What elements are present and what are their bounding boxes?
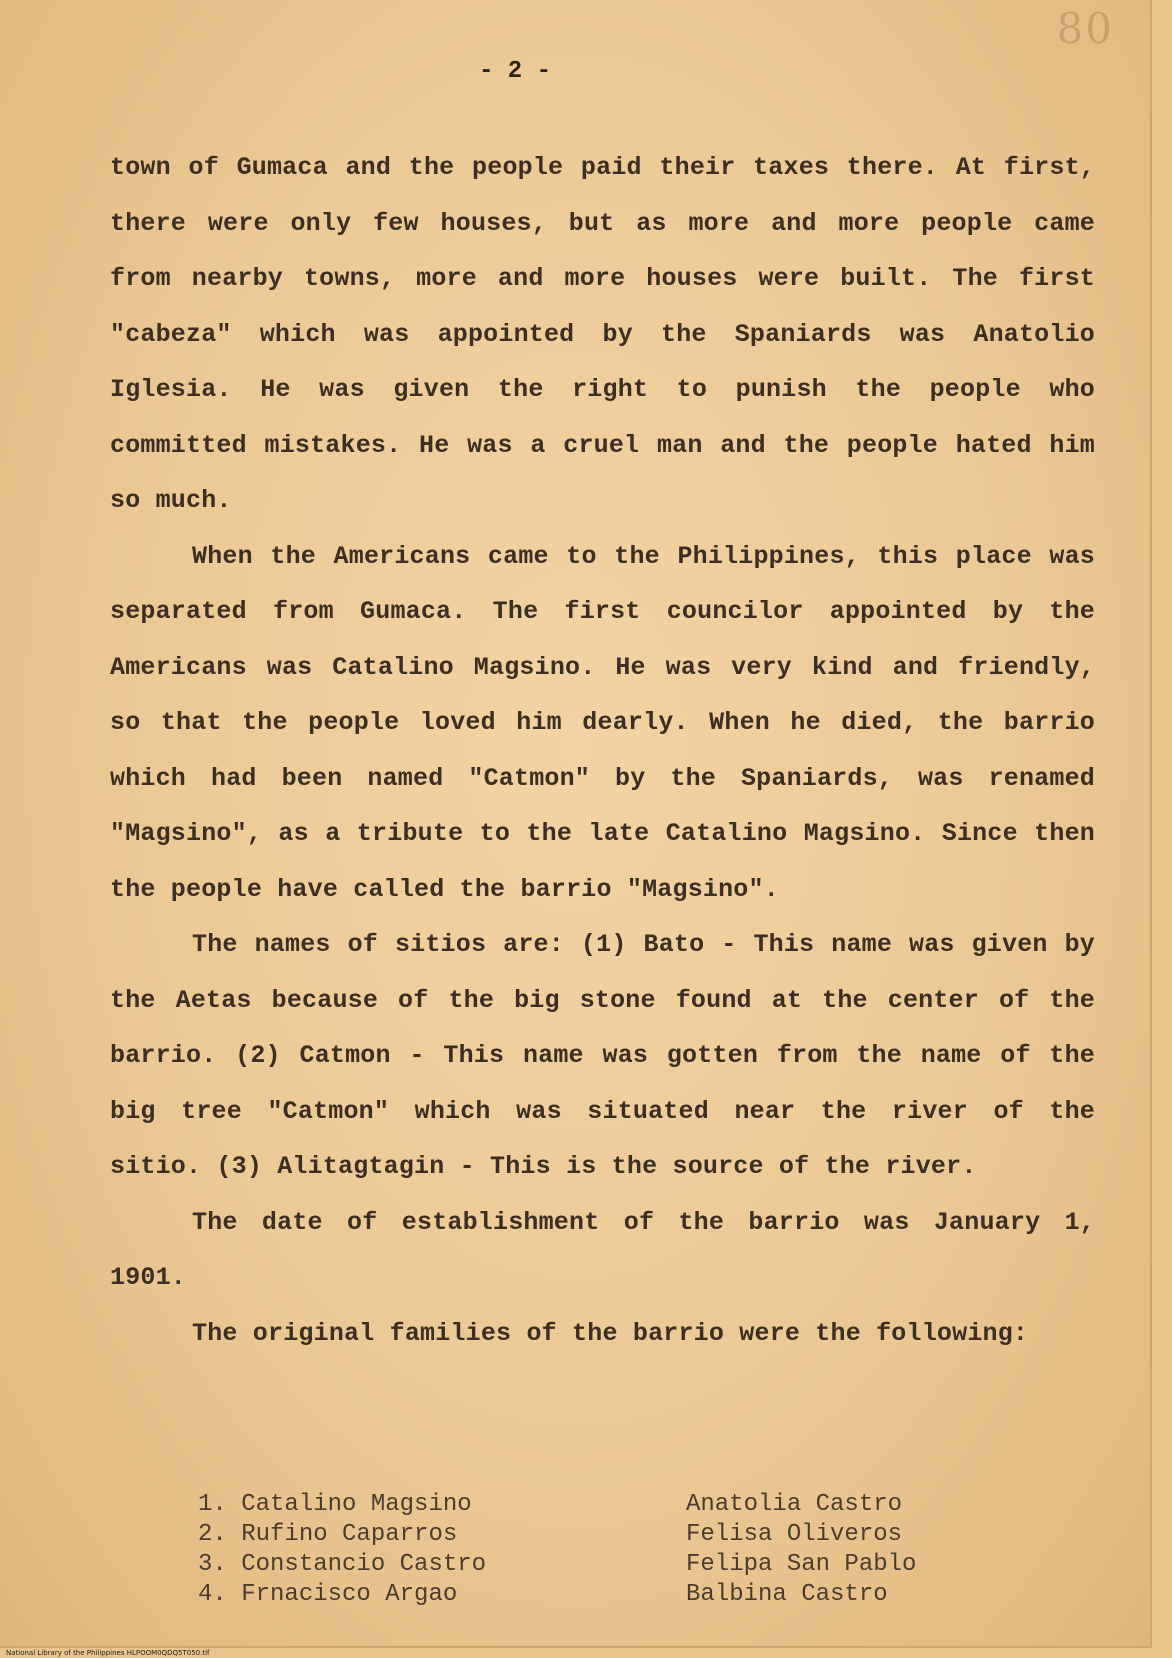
family-left-1: 1. Catalino Magsino [198, 1491, 472, 1518]
family-right-1: Anatolia Castro [686, 1491, 903, 1518]
families-list [198, 1490, 1078, 1610]
page-number: - 2 - [478, 58, 551, 85]
list-item [198, 1550, 1078, 1580]
page-stamp: 80 [1056, 4, 1114, 53]
body-text [110, 140, 1095, 1361]
paragraph-1: town of Gumaca and the people paid their taxes there. At first, there were only few houses, but as more and more people came from nearby towns, more and more houses were built. The first "cabeza" which was appointed by the Spaniards was Anatolio Iglesia. He was given the right to punish the people who committed mistakes. He was a cruel man and the people hated him so much. [110, 153, 1095, 515]
family-right-2: Felisa Oliveros [686, 1521, 903, 1548]
family-left-4: 4. Frnacisco Argao [198, 1581, 458, 1608]
list-item [198, 1580, 1078, 1610]
list-item [198, 1490, 1078, 1520]
paragraph-2: When the Americans came to the Philippines, this place was separated from Gumaca. The first councilor appointed by the Americans was Catalino Magsino. He was very kind and friendly, so that the people loved him dearly. When he died, the barrio which had been named "Catmon" by the Spaniards, was renamed "Magsino", as a tribute to the late Catalino Magsino. Since then the people have called the barrio "Magsino". [110, 541, 1095, 904]
list-item [198, 1520, 1078, 1550]
family-left-2: 2. Rufino Caparros [198, 1521, 458, 1548]
paragraph-3: The names of sitios are: (1) Bato - This name was given by the Aetas because of the big stone found at the center of the barrio. (2) Catmon - This name was gotten from the name of the big tree "Catmon" which was situated near the river of the sitio. (3) Alitagtagin - This is the source of the river. [110, 930, 1095, 1181]
paragraph-4: The date of establishment of the barrio was January 1, 1901. [110, 1207, 1095, 1292]
paragraph-5: The original families of the barrio were the following: [192, 1318, 1029, 1348]
scan-footer: National Library of the Philippines HLPOOM0QDQ5T050.tif [6, 1649, 210, 1657]
family-right-3: Felipa San Pablo [686, 1551, 917, 1578]
family-right-4: Balbina Castro [686, 1581, 888, 1608]
family-left-3: 3. Constancio Castro [198, 1551, 487, 1578]
